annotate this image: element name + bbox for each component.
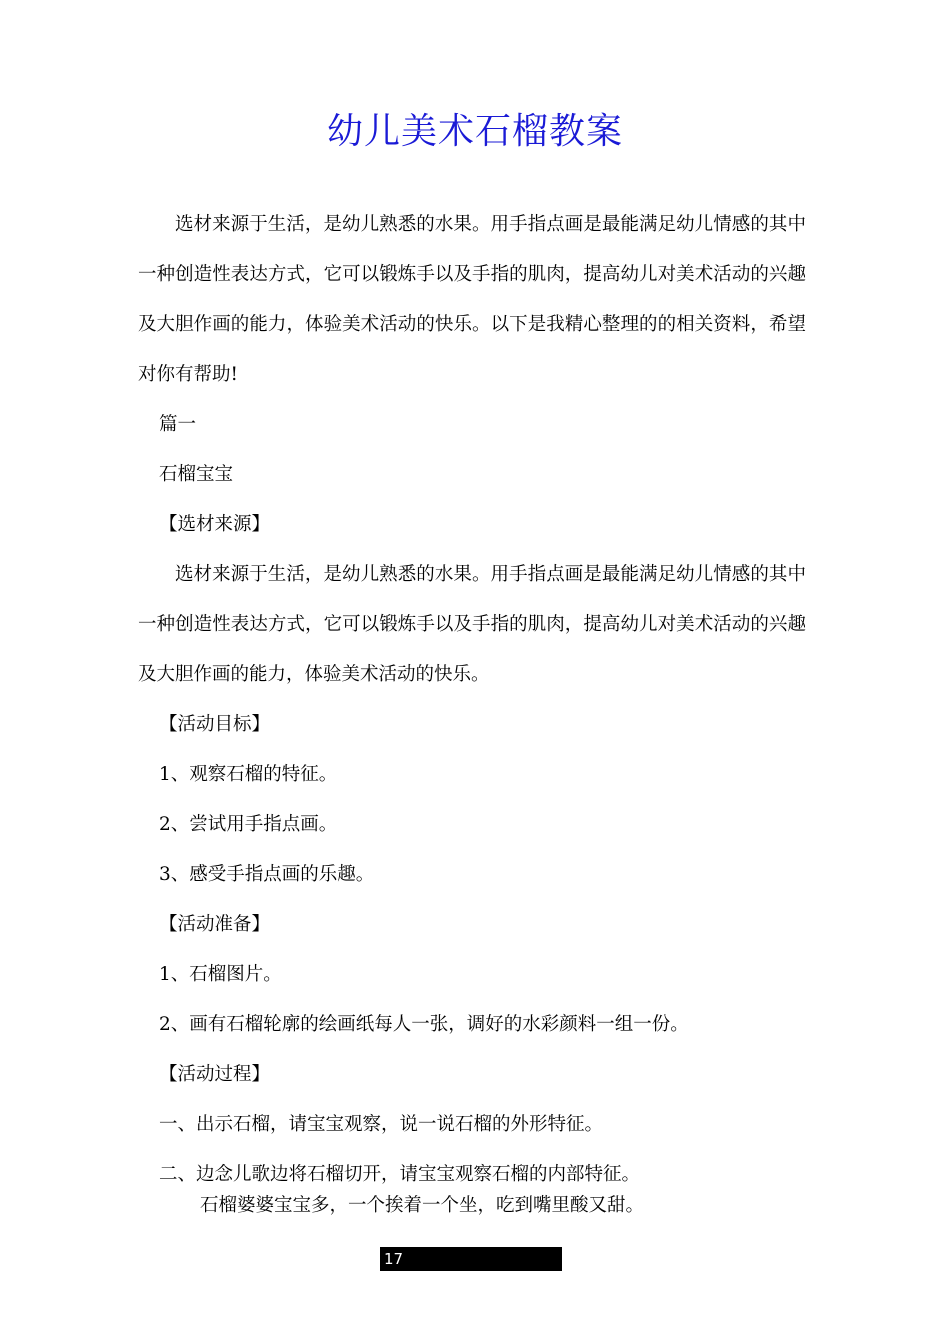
process-item: 二、边念儿歌边将石榴切开，请宝宝观察石榴的内部特征。 <box>159 1164 641 1185</box>
section-heading-source: 【选材来源】 <box>159 514 271 535</box>
section-heading-goals: 【活动目标】 <box>159 714 271 735</box>
section-heading-preparation: 【活动准备】 <box>159 914 271 935</box>
chapter-label: 篇一 <box>159 414 197 435</box>
page-number-bar <box>380 1247 562 1271</box>
source-paragraph: 选材来源于生活，是幼儿熟悉的水果。用手指点画是最能满足幼儿情感的其中一种创造性表达方式，它可以锻炼手以及手指的肌肉，提高幼儿对美术活动的兴趣及大胆作画的能力，体验美术活动的快乐。 <box>138 564 806 685</box>
section-heading-process: 【活动过程】 <box>159 1064 271 1085</box>
document-body <box>138 200 806 1221</box>
intro-paragraph: 选材来源于生活，是幼儿熟悉的水果。用手指点画是最能满足幼儿情感的其中一种创造性表达方式，它可以锻炼手以及手指的肌肉，提高幼儿对美术活动的兴趣及大胆作画的能力，体验美术活动的快乐。以下是我精心整理的的相关资料，希望对你有帮助! <box>138 214 806 385</box>
lesson-name: 石榴宝宝 <box>159 464 234 485</box>
preparation-item: 2、画有石榴轮廓的绘画纸每人一张，调好的水彩颜料一组一份。 <box>159 1014 689 1035</box>
goal-item: 2、尝试用手指点画。 <box>159 814 338 835</box>
goal-item: 3、感受手指点画的乐趣。 <box>159 864 375 885</box>
rhyme-line: 石榴婆婆宝宝多，一个挨着一个坐，吃到嘴里酸又甜。 <box>200 1195 645 1216</box>
goal-item: 1、观察石榴的特征。 <box>159 764 338 785</box>
preparation-item: 1、石榴图片。 <box>159 964 282 985</box>
process-item: 一、出示石榴，请宝宝观察，说一说石榴的外形特征。 <box>159 1114 604 1135</box>
page-number: 17 <box>384 1250 404 1268</box>
document-title: 幼儿美术石榴教案 <box>326 111 623 152</box>
